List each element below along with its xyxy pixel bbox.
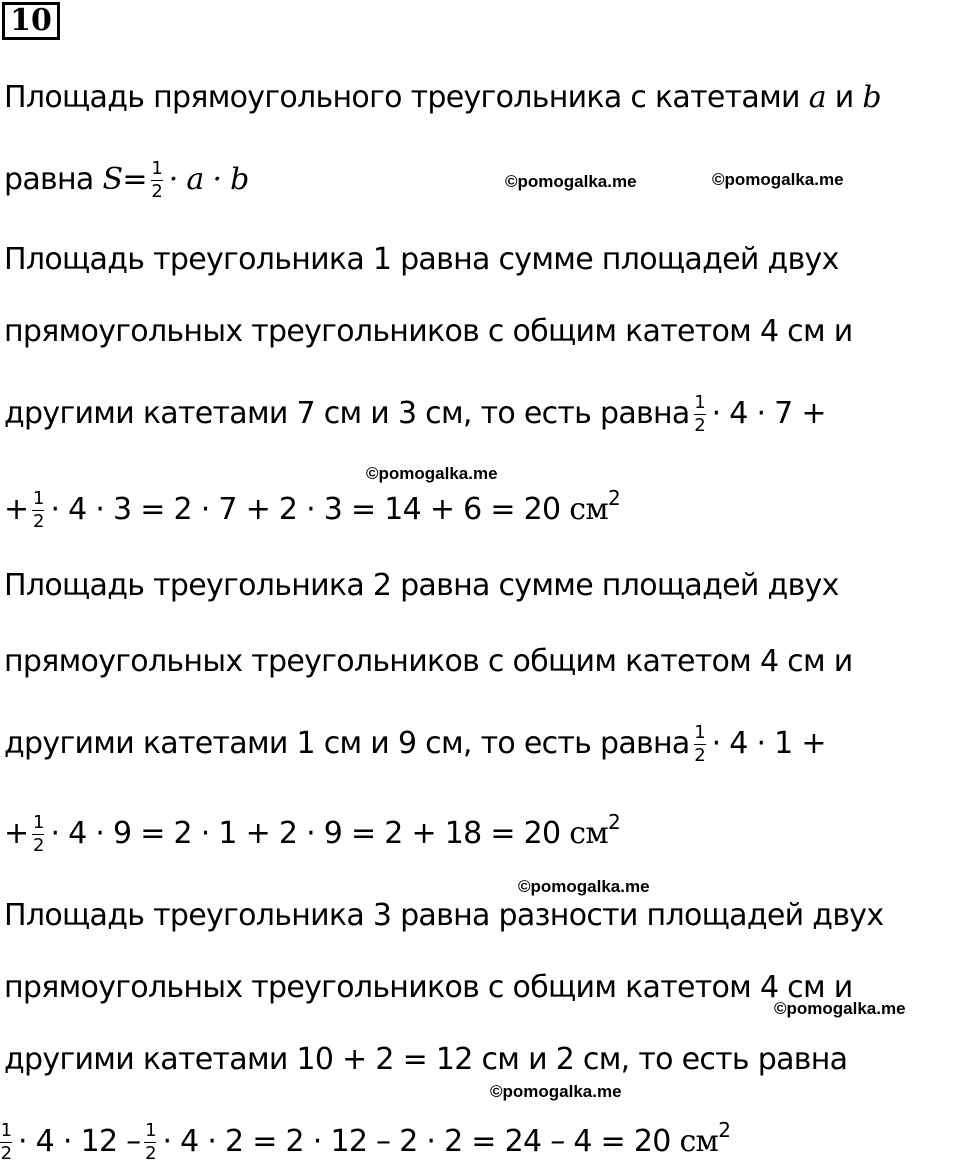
formula-tail: · a · b bbox=[168, 162, 249, 197]
watermark: ©pomogalka.me bbox=[518, 877, 650, 896]
line-4-text: прямоугольных треугольников с общим катетом 4 см и bbox=[4, 314, 853, 349]
unit: см bbox=[569, 492, 609, 527]
line-5 bbox=[4, 392, 826, 437]
line-7 bbox=[4, 566, 839, 606]
exponent: 2 bbox=[718, 1118, 731, 1142]
line-13-text: другими катетами 10 + 2 = 12 см и 2 см, то есть равна bbox=[4, 1042, 848, 1077]
line-2 bbox=[4, 158, 249, 203]
fraction-half: $\frac{1}{2}$ bbox=[151, 158, 163, 202]
line-6 bbox=[4, 488, 620, 533]
line-4 bbox=[4, 312, 853, 352]
fraction-half: $\frac{1}{2}$ bbox=[145, 1120, 156, 1164]
unit: см bbox=[569, 816, 609, 851]
line-14-expr-2: · 4 · 2 = 2 · 12 – 2 · 2 = 24 – 4 = 20 bbox=[162, 1124, 671, 1159]
line-10 bbox=[4, 812, 620, 857]
watermark: ©pomogalka.me bbox=[712, 170, 844, 189]
line-1-text: Площадь прямоугольного треугольника с катетами bbox=[4, 80, 800, 115]
fraction-half: $\frac{1}{2}$ bbox=[33, 812, 44, 856]
line-9 bbox=[4, 722, 826, 767]
line-7-text: Площадь треугольника 2 равна сумме площадей двух bbox=[4, 568, 839, 603]
task-number: 10 bbox=[2, 2, 60, 40]
exponent: 2 bbox=[608, 810, 621, 834]
var-S: S bbox=[102, 162, 123, 197]
equals-sign: = bbox=[122, 162, 147, 197]
fraction-half: $\frac{1}{2}$ bbox=[33, 488, 44, 532]
line-1-and: и bbox=[834, 80, 854, 115]
line-12-text: прямоугольных треугольников с общим катетом 4 см и bbox=[4, 970, 853, 1005]
unit: см bbox=[679, 1124, 719, 1159]
watermark: ©pomogalka.me bbox=[366, 464, 498, 483]
watermark: ©pomogalka.me bbox=[490, 1082, 622, 1101]
line-5-expr: · 4 · 7 + bbox=[711, 396, 826, 431]
line-5-text: другими катетами 7 см и 3 см, то есть равна bbox=[4, 396, 690, 431]
plus-sign: + bbox=[4, 816, 29, 851]
fraction-half: $\frac{1}{2}$ bbox=[694, 722, 705, 766]
line-1 bbox=[4, 78, 881, 118]
line-11 bbox=[4, 896, 883, 936]
watermark: ©pomogalka.me bbox=[774, 999, 906, 1018]
line-13 bbox=[4, 1040, 847, 1080]
exponent: 2 bbox=[608, 486, 621, 510]
line-3 bbox=[4, 240, 839, 280]
line-2-text: равна bbox=[4, 162, 94, 197]
line-8 bbox=[4, 642, 853, 682]
line-14-expr-1: · 4 · 12 – bbox=[18, 1124, 141, 1159]
fraction-half: $\frac{1}{2}$ bbox=[0, 1120, 12, 1164]
plus-sign: + bbox=[4, 492, 29, 527]
var-b: b bbox=[862, 80, 881, 115]
line-11-text: Площадь треугольника 3 равна разности площадей двух bbox=[4, 898, 884, 933]
line-6-expr: · 4 · 3 = 2 · 7 + 2 · 3 = 14 + 6 = 20 bbox=[50, 492, 561, 527]
watermark: ©pomogalka.me bbox=[505, 172, 637, 191]
line-14 bbox=[0, 1120, 730, 1165]
line-10-expr: · 4 · 9 = 2 · 1 + 2 · 9 = 2 + 18 = 20 bbox=[50, 816, 561, 851]
line-9-text: другими катетами 1 см и 9 см, то есть равна bbox=[4, 726, 690, 761]
line-3-text: Площадь треугольника 1 равна сумме площадей двух bbox=[4, 242, 839, 277]
fraction-half: $\frac{1}{2}$ bbox=[694, 392, 705, 436]
line-9-expr: · 4 · 1 + bbox=[711, 726, 826, 761]
var-a: a bbox=[808, 80, 826, 115]
line-12 bbox=[4, 968, 853, 1008]
line-8-text: прямоугольных треугольников с общим катетом 4 см и bbox=[4, 644, 853, 679]
